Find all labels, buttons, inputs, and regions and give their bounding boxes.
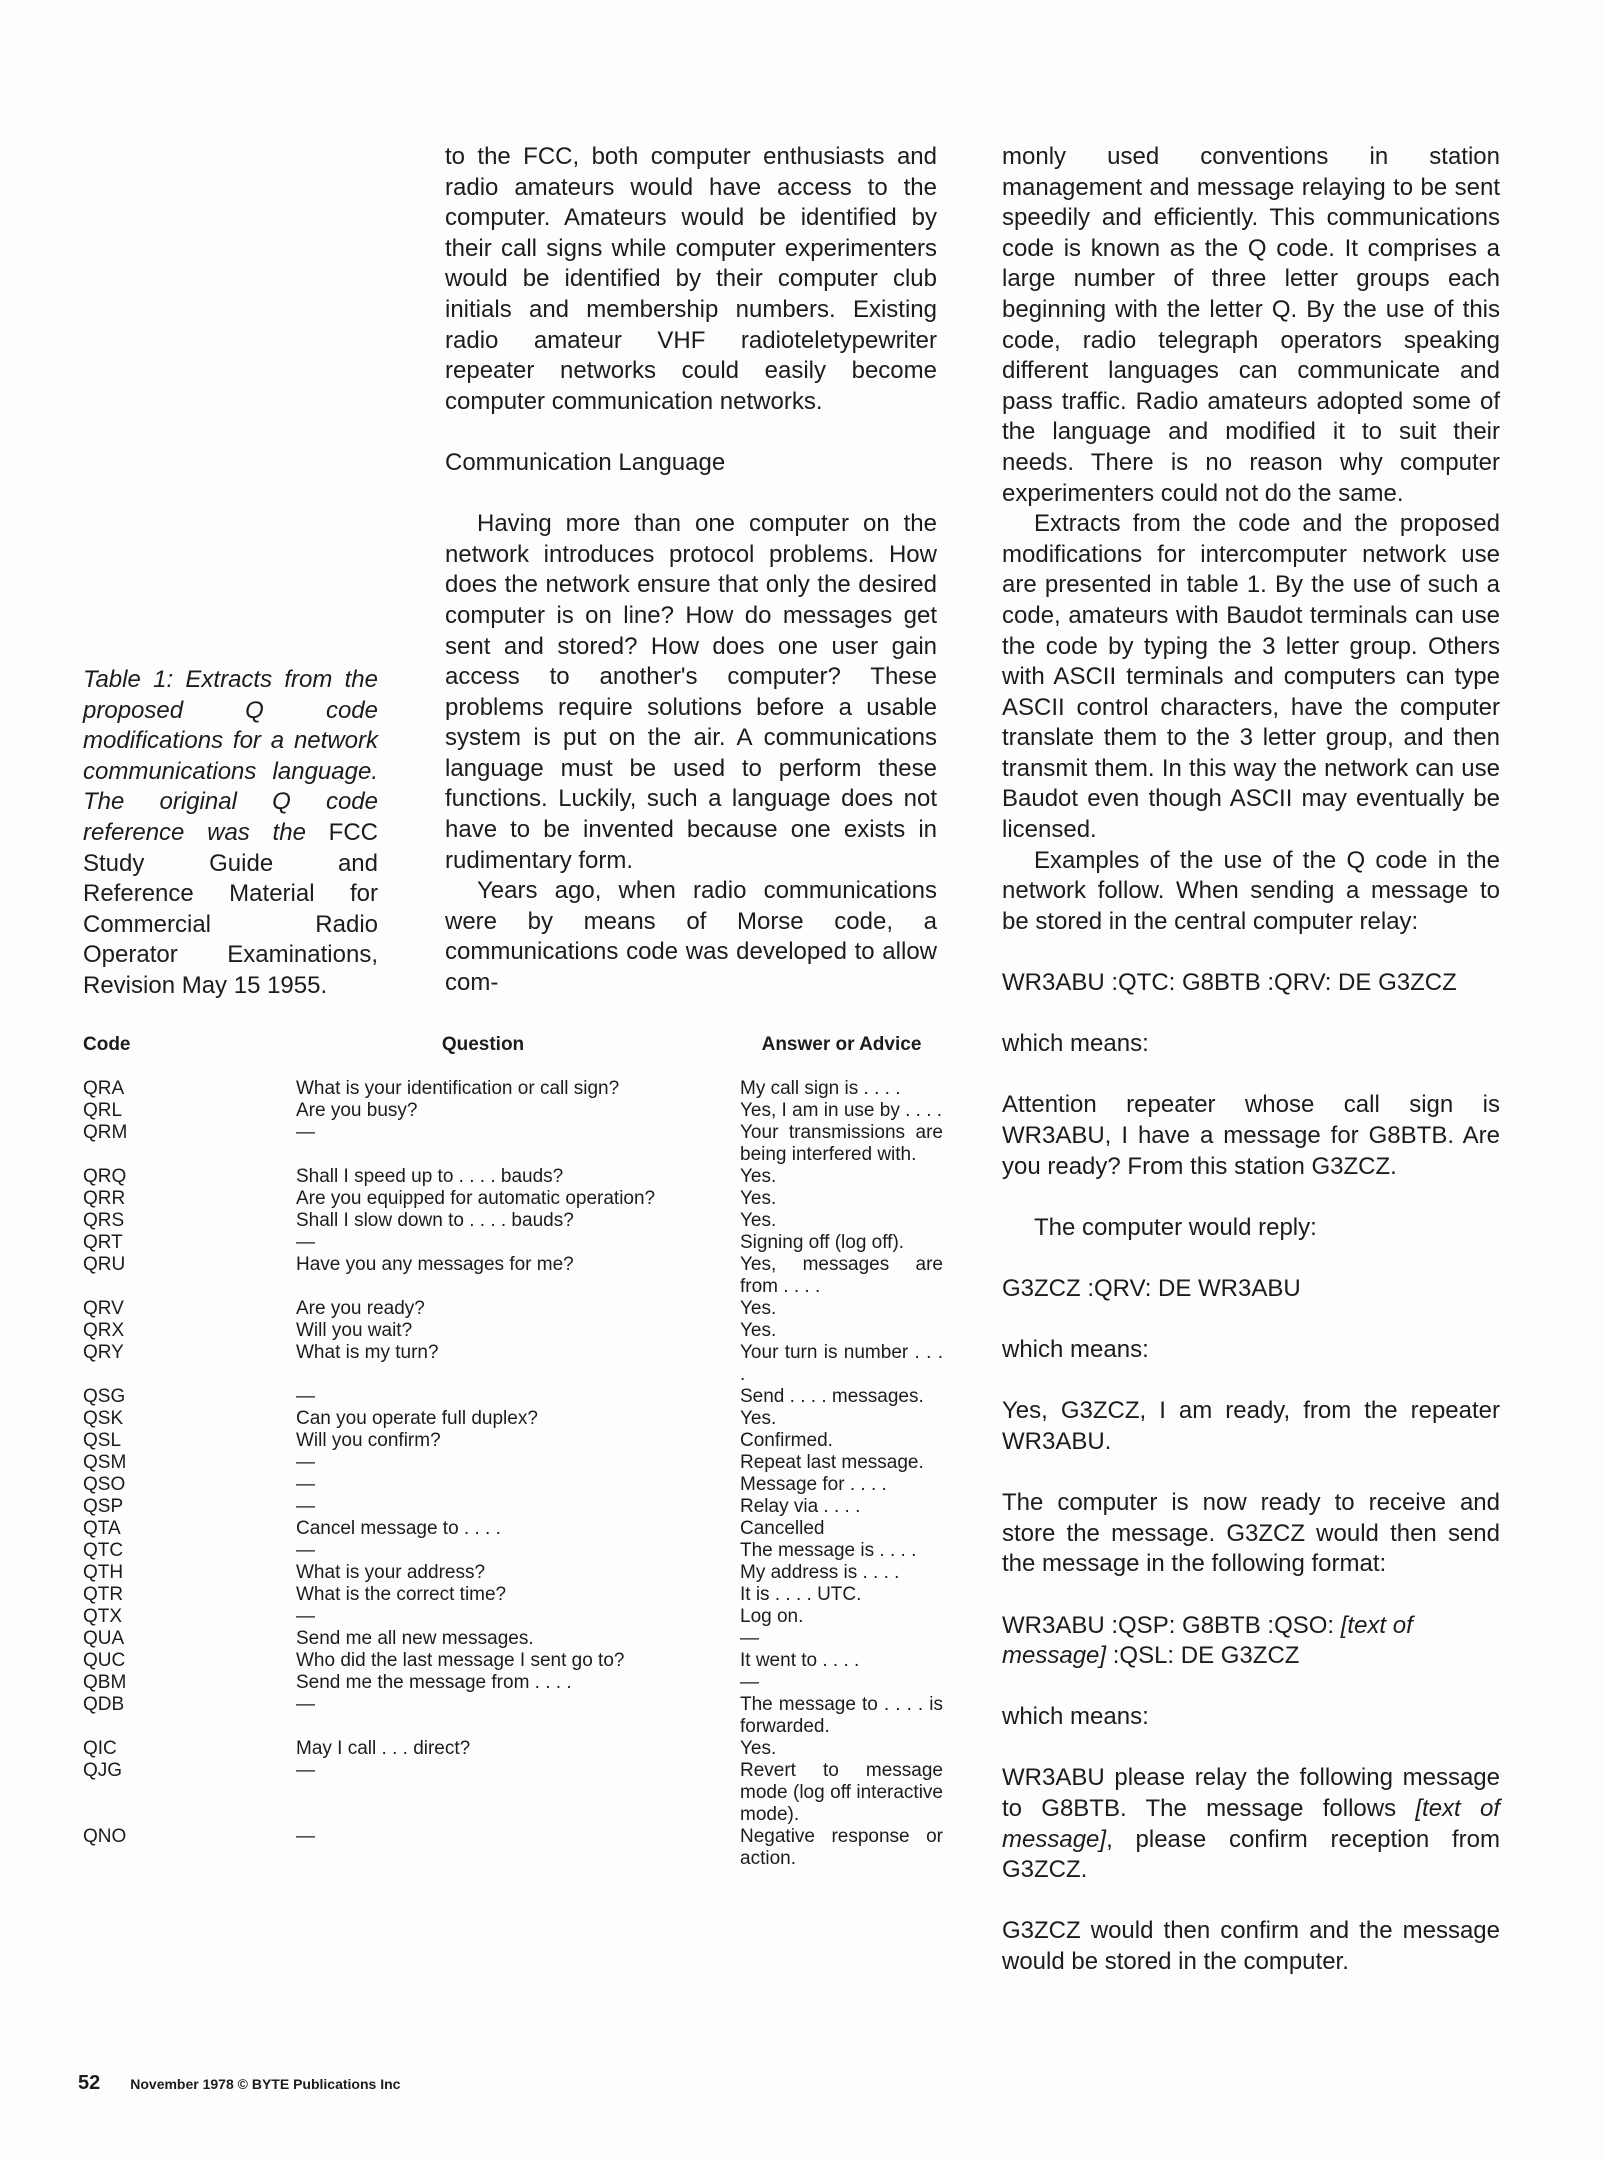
table-row [83,1628,943,1650]
paragraph: monly used conventions in station management and message relaying to be sent speedily and efficiently. This communications code is known as the Q code. It comprises a large number of three letter groups each beginning with the letter Q. By the use of this code, radio telegraph operators speaking different languages can communicate and pass traffic. Radio amateurs adopted some of the language and modified it to suit their needs. There is no reason why computer experimenters could not do the same. [1002,143,1500,507]
paragraph: Having more than one computer on the network introduces protocol problems. How does the network ensure that only the desired computer is on line? How do messages get sent and stored? How does one user gain access to another's computer? These problems require solutions before a usable system is put on the air. A communications language must be used to perform these functions. Luckily, such a language does not have to be invented because one exists in rudimentary form. [445,510,937,874]
cell-code: QSG [83,1386,126,1407]
cell-question: Are you equipped for automatic operation? [296,1188,656,1209]
page-number: 52 [78,2072,101,2094]
caption-italic: Table 1: Extracts from the proposed Q code modifications for a network communications language. The original Q code reference was the [83,666,378,846]
cell-code: QRU [83,1254,126,1275]
cell-answer: Log on. [740,1606,804,1627]
cell-question: — [296,1606,315,1627]
cell-question: — [296,1496,315,1517]
cell-question: Have you any messages for me? [296,1254,574,1275]
cell-answer: Relay via . . . . [740,1496,861,1517]
table-row [83,1584,943,1606]
cell-answer: — [740,1628,759,1649]
table-row [83,1386,943,1408]
table-row [83,1342,943,1386]
cell-question: Send me the message from . . . . [296,1672,572,1693]
cell-code: QRY [83,1342,124,1363]
cell-answer: — [740,1672,759,1693]
cell-question: — [296,1232,315,1253]
cell-question: Shall I speed up to . . . . bauds? [296,1166,564,1187]
paragraph: The computer would reply: [1034,1213,1317,1241]
cell-question: Can you operate full duplex? [296,1408,538,1429]
header-code: Code [83,1034,131,1055]
cell-code: QRX [83,1320,125,1341]
cell-code: QBM [83,1672,127,1693]
cell-answer: Yes, I am in use by . . . . [740,1100,943,1121]
cell-code: QRR [83,1188,126,1209]
table-row [83,1562,943,1584]
table-row [83,1694,943,1738]
cell-question: Are you busy? [296,1100,418,1121]
cell-question: — [296,1386,315,1407]
cell-question: Cancel message to . . . . [296,1518,501,1539]
cell-question: What is the correct time? [296,1584,507,1605]
cell-code: QSO [83,1474,126,1495]
cell-code: QRM [83,1122,128,1143]
table-row [83,1078,943,1100]
cell-code: QDB [83,1694,125,1715]
table-row [83,1540,943,1562]
cell-code: QSP [83,1496,124,1517]
table-row [83,1760,943,1826]
cell-answer: It is . . . . UTC. [740,1584,862,1605]
right-column [1002,142,1500,1978]
cell-code: QTH [83,1562,124,1583]
cell-question: — [296,1826,315,1847]
cell-question: What is your identification or call sign? [296,1078,620,1099]
paragraph: The computer is now ready to receive and store the message. G3ZCZ would then send the message in the following format: [1002,1489,1500,1578]
cell-answer: Cancelled [740,1518,825,1539]
table-header [83,1034,943,1056]
cell-answer: My call sign is . . . . [740,1078,901,1099]
cell-code: QSM [83,1452,127,1473]
cell-code: QUC [83,1650,126,1671]
cell-answer: Repeat last message. [740,1452,924,1473]
caption-source: FCC Study Guide and Reference Material for Commercial Radio Operator Examinations, Revision May 15 1955. [83,818,378,999]
table-row [83,1100,943,1122]
header-answer: Answer or Advice [761,1034,922,1055]
explanation [1002,1763,1500,1885]
cell-question: — [296,1540,315,1561]
middle-column [445,142,937,999]
paragraph: which means: [1002,1030,1149,1058]
cell-question: — [296,1452,315,1473]
cell-question: What is my turn? [296,1342,439,1363]
cell-answer: Message for . . . . [740,1474,887,1495]
table-body [83,1078,943,1870]
example-message: G3ZCZ :QRV: DE WR3ABU [1002,1274,1301,1302]
cell-question: — [296,1122,315,1143]
paragraph: Years ago, when radio communications were by means of Morse code, a communications code was developed to allow com- [445,877,937,997]
table-row [83,1408,943,1430]
cell-code: QTA [83,1518,121,1539]
cell-code: QRS [83,1210,125,1231]
cell-question: Who did the last message I sent go to? [296,1650,625,1671]
cell-question: — [296,1474,315,1495]
paragraph: to the FCC, both computer enthusiasts and radio amateurs would have access to the computer. Amateurs would be identified by their call signs while computer experimenters would be identified by their computer club initials and membership numbers. Existing radio amateur VHF radioteletypewriter repeater networks could easily become computer communication networks. [445,143,937,415]
cell-answer: Your turn is number . . . . [740,1342,943,1385]
footer-credit: November 1978 © BYTE Publications Inc [130,2076,401,2092]
cell-code: QJG [83,1760,123,1781]
paragraph: Extracts from the code and the proposed modifications for intercomputer network use are presented in table 1. By the use of such a code, amateurs with Baudot terminals can use the code by typing the 3 letter group. Others with ASCII terminals and computers can type ASCII control characters, have the computer translate them to the 3 letter group, and then transmit them. In this way the network can use Baudot even though ASCII may eventually be licensed. [1002,510,1500,844]
table-caption [83,665,378,1002]
cell-answer: The message is . . . . [740,1540,917,1561]
table-row [83,1166,943,1188]
table-row [83,1210,943,1232]
table-row [83,1430,943,1452]
cell-code: QTX [83,1606,123,1627]
explanation: Attention repeater whose call sign is WR3ABU, I have a message for G8BTB. Are you ready? From this station G3ZCZ. [1002,1091,1500,1180]
table-row [83,1650,943,1672]
table-row [83,1738,943,1760]
table-row [83,1496,943,1518]
cell-answer: Signing off (log off). [740,1232,905,1253]
cell-question: May I call . . . direct? [296,1738,471,1759]
text-part: , please confirm reception from G3ZCZ. [1002,1825,1500,1884]
cell-question: What is your address? [296,1562,486,1583]
cell-answer: Yes. [740,1210,777,1231]
header-question: Question [441,1034,525,1055]
cell-answer: It went to . . . . [740,1650,860,1671]
cell-answer: Your transmissions are being interfered with. [740,1122,943,1165]
cell-question: — [296,1694,315,1715]
paragraph: which means: [1002,1703,1149,1731]
table-row [83,1188,943,1210]
cell-answer: Revert to message mode (log off interactive mode). [740,1760,943,1825]
cell-code: QRV [83,1298,124,1319]
cell-answer: Yes. [740,1320,777,1341]
cell-answer: The message to . . . . is forwarded. [740,1694,943,1737]
cell-answer: Negative response or action. [740,1826,943,1869]
example-message [1002,1611,1500,1672]
cell-answer: Yes. [740,1188,777,1209]
cell-answer: Confirmed. [740,1430,833,1451]
table-row [83,1232,943,1254]
cell-question: Send me all new messages. [296,1628,534,1649]
cell-code: QSK [83,1408,124,1429]
cell-answer: My address is . . . . [740,1562,900,1583]
page-footer [78,2072,400,2095]
table-row [83,1672,943,1694]
section-heading: Communication Language [445,448,726,476]
cell-answer: Yes. [740,1298,777,1319]
table-row [83,1826,943,1870]
q-code-table [83,1034,943,1870]
paragraph: Examples of the use of the Q code in the network follow. When sending a message to be stored in the central computer relay: [1002,846,1500,935]
cell-code: QTC [83,1540,124,1561]
cell-answer: Yes, messages are from . . . . [740,1254,943,1297]
code-part: [text of message] [1002,1611,1413,1670]
cell-answer: Yes. [740,1738,777,1759]
cell-answer: Send . . . . messages. [740,1386,924,1407]
table-row [83,1518,943,1540]
cell-answer: Yes. [740,1166,777,1187]
paragraph: which means: [1002,1336,1149,1364]
cell-question: Will you confirm? [296,1430,441,1451]
text-part: WR3ABU please relay the following message to G8BTB. The message follows [1002,1764,1500,1823]
table-row [83,1254,943,1298]
table-row [83,1298,943,1320]
explanation: Yes, G3ZCZ, I am ready, from the repeater WR3ABU. [1002,1397,1500,1455]
cell-question: Are you ready? [296,1298,425,1319]
table-row [83,1452,943,1474]
text-part: [text of message] [1002,1795,1500,1853]
cell-question: Will you wait? [296,1320,413,1341]
code-part: :QSL: DE G3ZCZ [1106,1642,1300,1670]
table-row [83,1122,943,1166]
cell-code: QSL [83,1430,122,1451]
cell-code: QRT [83,1232,123,1253]
cell-code: QNO [83,1826,127,1847]
cell-question: — [296,1760,315,1781]
table-row [83,1320,943,1342]
cell-code: QRA [83,1078,125,1099]
paragraph: G3ZCZ would then confirm and the message would be stored in the computer. [1002,1917,1500,1976]
cell-code: QRL [83,1100,123,1121]
cell-code: QRQ [83,1166,127,1187]
cell-answer: Yes. [740,1408,777,1429]
table-row [83,1474,943,1496]
table-row [83,1606,943,1628]
cell-code: QIC [83,1738,117,1759]
cell-question: Shall I slow down to . . . . bauds? [296,1210,574,1231]
cell-code: QTR [83,1584,124,1605]
example-message: WR3ABU :QTC: G8BTB :QRV: DE G3ZCZ [1002,969,1457,997]
cell-code: QUA [83,1628,125,1649]
code-part: WR3ABU :QSP: G8BTB :QSO: [1002,1611,1341,1639]
